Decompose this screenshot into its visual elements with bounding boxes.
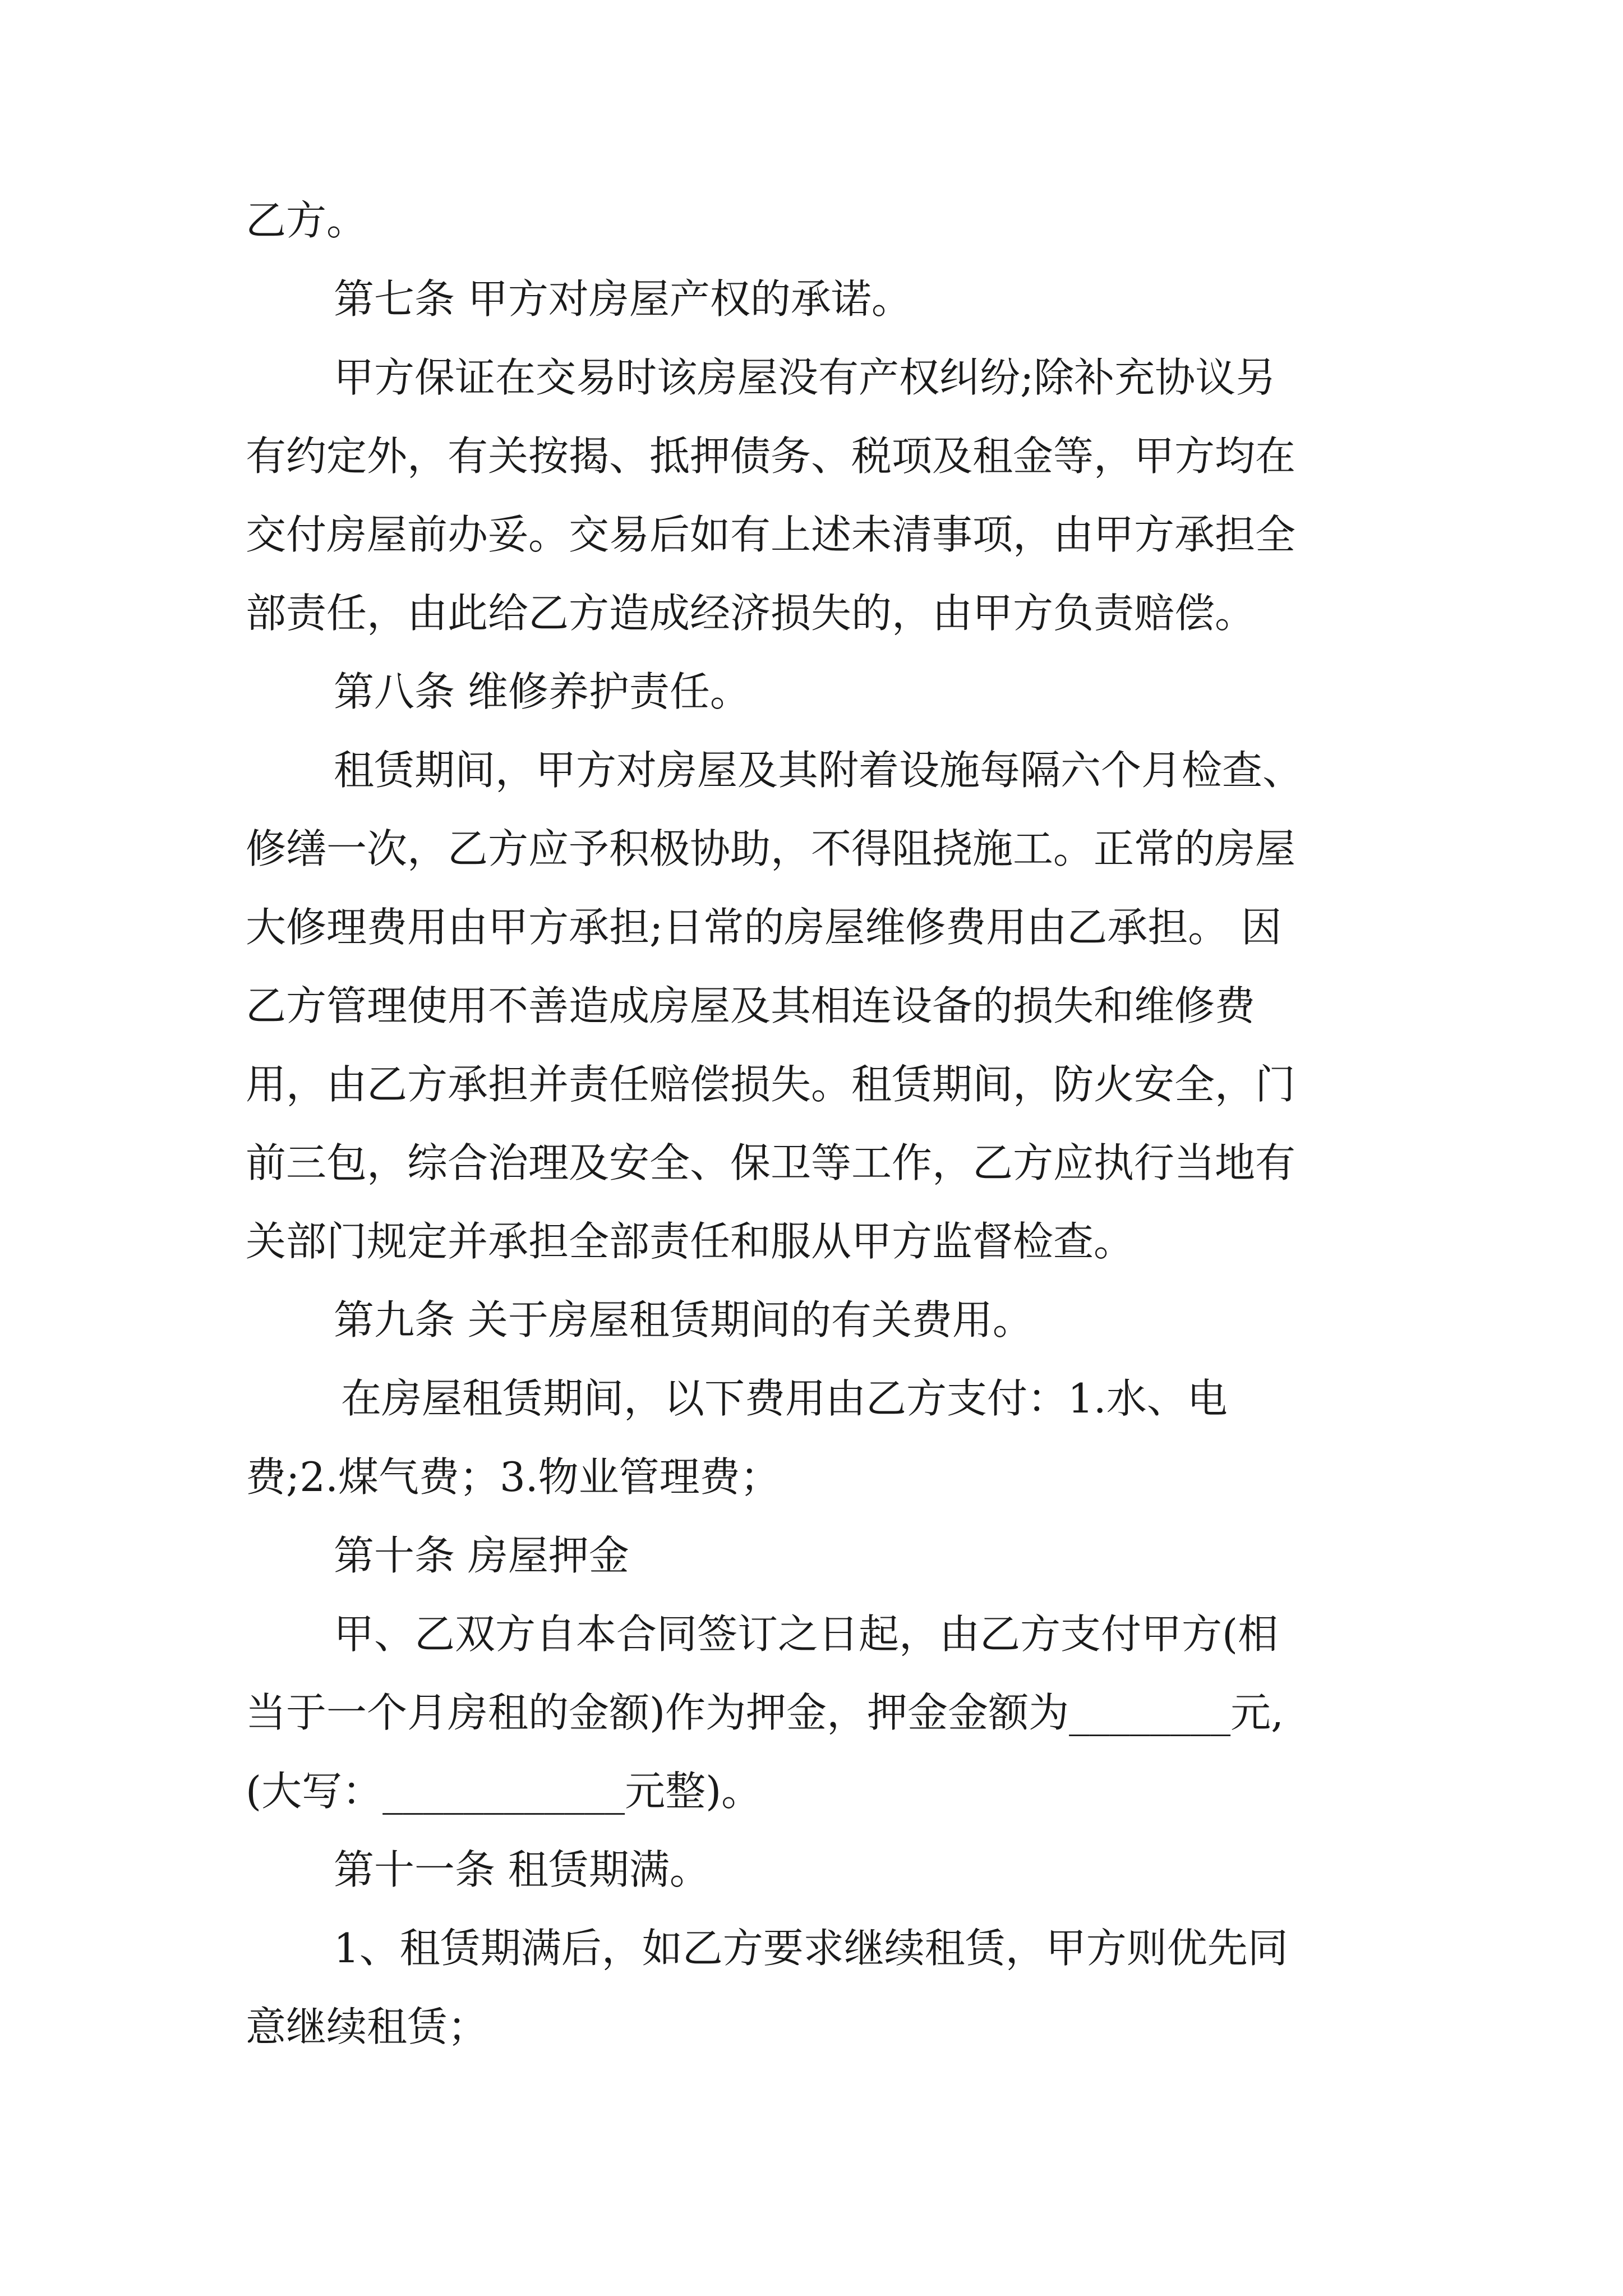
- text-line: 修缮一次，乙方应予积极协助，不得阻挠施工。正常的房屋: [246, 825, 1296, 872]
- text-line: 甲方保证在交易时该房屋没有产权纠纷;除补充协议另: [334, 354, 1276, 401]
- text-line: 用，由乙方承担并责任赔偿损失。租赁期间，防火安全，门: [246, 1061, 1296, 1108]
- article-heading: 第九条 关于房屋租赁期间的有关费用。: [334, 1296, 1033, 1343]
- article-heading: 第十条 房屋押金: [334, 1532, 629, 1579]
- text-line: 有约定外，有关按揭、抵押债务、税项及租金等，甲方均在: [246, 432, 1296, 480]
- text-line: 乙方。: [246, 197, 367, 244]
- text-line: 当于一个月房租的金额)作为押金，押金金额为________元,: [246, 1689, 1284, 1736]
- text-line: 租赁期间，甲方对房屋及其附着设施每隔六个月检查、: [334, 747, 1303, 794]
- article-heading: 第十一条 租赁期满。: [334, 1846, 710, 1893]
- text-line: 乙方管理使用不善造成房屋及其相连设备的损失和维修费: [246, 982, 1256, 1029]
- text-line: (大写：____________元整)。: [246, 1768, 762, 1815]
- text-line: 意继续租赁；: [246, 2003, 488, 2050]
- text-line: 1、租赁期满后，如乙方要求继续租赁，甲方则优先同: [334, 1925, 1288, 1972]
- text-line: 前三包，综合治理及安全、保卫等工作，乙方应执行当地有: [246, 1139, 1296, 1186]
- text-line: 大修理费用由甲方承担;日常的房屋维修费用由乙承担。 因: [246, 904, 1282, 951]
- text-line: 甲、乙双方自本合同签订之日起，由乙方支付甲方(相: [334, 1611, 1279, 1658]
- article-heading: 第七条 甲方对房屋产权的承诺。: [334, 275, 912, 323]
- text-line: 交付房屋前办妥。交易后如有上述未清事项，由甲方承担全: [246, 511, 1296, 558]
- text-line: 在房屋租赁期间，以下费用由乙方支付：1.水、电: [341, 1375, 1228, 1422]
- text-line: 费;2.煤气费；3.物业管理费；: [246, 1453, 781, 1501]
- text-line: 部责任，由此给乙方造成经济损失的，由甲方负责赔偿。: [246, 590, 1256, 637]
- article-heading: 第八条 维修养护责任。: [334, 668, 750, 715]
- text-line: 关部门规定并承担全部责任和服从甲方监督检查。: [246, 1218, 1135, 1265]
